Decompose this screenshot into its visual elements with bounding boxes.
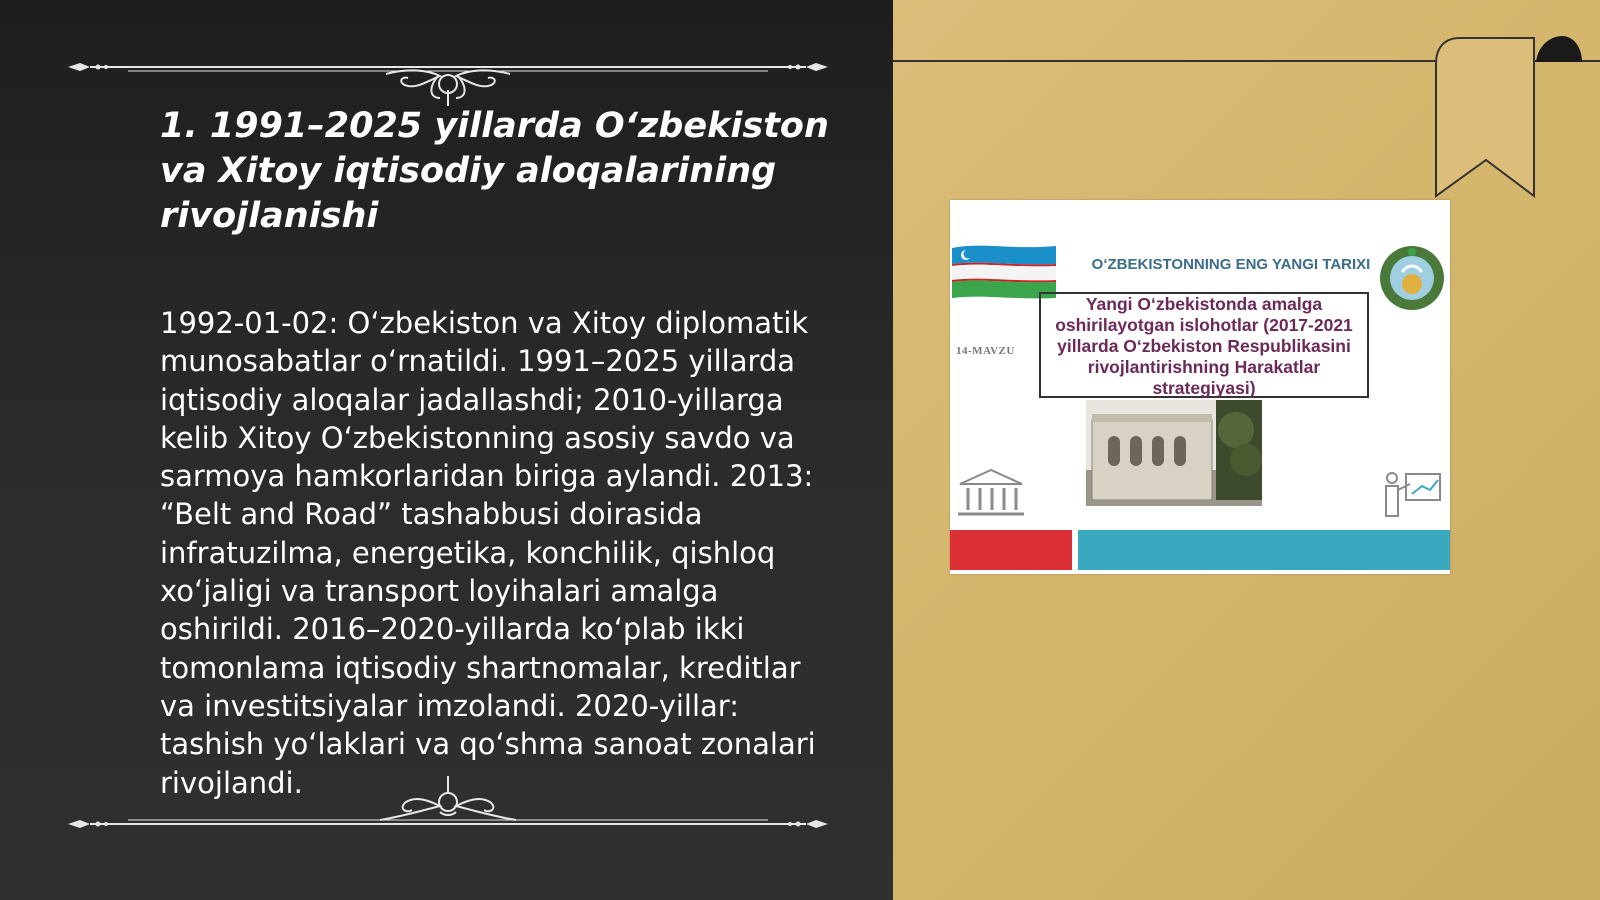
ornamental-divider-top — [68, 54, 828, 106]
thumbnail-teal-bar — [1078, 530, 1450, 570]
corner-cap — [1534, 34, 1584, 64]
slide-title: 1. 1991–2025 yillarda O‘zbekiston va Xitoy iqtisodiy aloqalarining rivojlanishi — [160, 106, 829, 236]
museum-icon — [956, 468, 1026, 520]
teacher-icon — [1380, 470, 1444, 518]
slide-body-text: 1992-01-02: O‘zbekiston va Xitoy diplomatik munosabatlar o‘rnatildi. 1991–2025 yillarda iqtisodiy aloqalar jadallashdi; 2010-yillarga kelib Xitoy O‘zbekistonning asosiy savdo va sarmoya hamkorlaridan biriga aylandi. 2013: “Belt and Road” tashabbusi doirasida infratuzilma, energetika, konchilik, qishloq xo‘jaligi va transport loyihalari amalga oshirildi. 2016–2020-yillarda ko‘plab ikki tomonlama iqtisodiy shartnomalar, kreditlar va investitsiyalar imzolandi. 2020-yillar: tashish yo‘laklari va qo‘shma sanoat zonalari rivojlandi. — [160, 306, 816, 800]
building-photo — [1086, 400, 1262, 506]
thumbnail-subtitle: Yangi O‘zbekistonda amalga oshirilayotgan islohotlar (2017-2021 yillarda O‘zbekiston Respublikasini rivojlantirishning Harakatlar strategiyasi) — [1055, 294, 1353, 398]
state-emblem-icon — [1378, 244, 1446, 312]
thumbnail-heading: O‘ZBEKISTONNING ENG YANGI TARIXI — [1091, 256, 1371, 273]
lesson-thumbnail — [950, 200, 1450, 574]
bookmark-ribbon-icon — [1434, 36, 1538, 198]
ornamental-divider-bottom — [68, 776, 828, 832]
thumbnail-topic-label: 14-MAVZU — [956, 345, 1015, 357]
thumbnail-red-bar — [950, 530, 1072, 570]
